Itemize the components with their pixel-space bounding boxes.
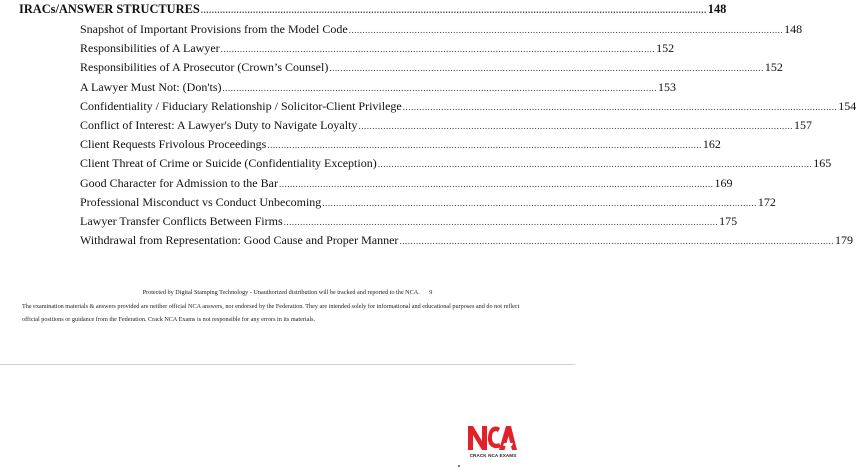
toc-entry-page: 152 — [764, 60, 783, 75]
toc-entry-page: 169 — [714, 175, 733, 190]
toc-leader-dots: ........................................................................................................................................................................................ — [200, 5, 707, 15]
toc-entry-page: 179 — [834, 233, 853, 248]
toc-entry[interactable] — [80, 137, 721, 156]
toc-entry[interactable] — [80, 233, 853, 252]
toc-entry[interactable] — [80, 175, 733, 195]
toc-entry[interactable] — [80, 79, 676, 99]
toc-entry-page: 153 — [657, 79, 676, 94]
toc-entry[interactable] — [80, 156, 832, 175]
toc-entry[interactable] — [80, 41, 675, 60]
toc-entry-title: Client Requests Frivolous Proceedings — [80, 137, 267, 152]
toc-entry-page: 148 — [784, 22, 803, 36]
toc-entry-title: A Lawyer Must Not: (Don'ts) — [80, 79, 222, 94]
toc-entry[interactable] — [80, 22, 803, 41]
logo-caption: CRACK NCA EXAMS — [469, 453, 517, 458]
toc-leader-dots: .............................................................................................................................................................. — [348, 25, 784, 35]
toc-entry-title: Snapshot of Important Provisions from the Model Code — [80, 22, 348, 36]
toc-leader-dots: .............................................................................................................................................................. — [283, 216, 719, 227]
toc-leader-dots: .............................................................................................................................................................. — [278, 178, 714, 189]
toc-leader-dots: .............................................................................................................................................................. — [222, 82, 657, 93]
page-divider — [0, 364, 575, 365]
toc-entry-page: 165 — [813, 156, 832, 171]
table-of-contents — [80, 22, 856, 252]
toc-entry[interactable] — [80, 194, 776, 214]
disclaimer: The examination materials & answers provided are neither official NCA answers, nor endorsed by the Federation. They are intended solely for informational and educational purposes and do not reflect official positions or guidance from the Federation. Crack NCA Exams is not responsible for any errors in its materials. — [22, 303, 520, 323]
crack-nca-logo — [465, 422, 521, 462]
stray-dot — [458, 465, 460, 467]
toc-entry-title: Conflict of Interest: A Lawyer's Duty to Navigate Loyalty — [80, 117, 358, 132]
protection-notice — [0, 289, 575, 298]
toc-entry-title: Lawyer Transfer Conflicts Between Firms — [80, 213, 283, 228]
toc-entry-page: 172 — [757, 194, 776, 209]
toc-entry[interactable] — [80, 213, 738, 233]
toc-leader-dots: .............................................................................................................................................................. — [267, 140, 702, 151]
toc-entry[interactable] — [80, 60, 783, 79]
nca-logo-mark — [466, 422, 518, 452]
toc-entry-title: Client Threat of Crime or Suicide (Confidentiality Exception) — [80, 156, 377, 171]
toc-entry-title: Responsibilities of A Lawyer — [80, 41, 220, 56]
toc-entry[interactable] — [80, 98, 856, 118]
toc-heading-page: 148 — [707, 2, 727, 16]
toc-entry-title: Responsibilities of A Prosecutor (Crown’s Counsel) — [80, 60, 329, 75]
toc-leader-dots: .............................................................................................................................................................. — [399, 236, 834, 247]
toc-leader-dots: .............................................................................................................................................................. — [220, 44, 656, 55]
toc-leader-dots: .............................................................................................................................................................. — [402, 101, 838, 112]
toc-entry[interactable] — [80, 117, 812, 137]
toc-entry-page: 152 — [656, 41, 675, 56]
toc-entry-page: 157 — [793, 117, 812, 132]
toc-entry-title: Professional Misconduct vs Conduct Unbecoming — [80, 194, 322, 209]
protection-notice-text: Protected by Digital Stamping Technology - Unauthorized distribution will be tracked and reported to the NCA. — [142, 289, 420, 296]
toc-entry-page: 175 — [719, 213, 738, 228]
toc-entry-title: Good Character for Admission to the Bar — [80, 175, 278, 190]
toc-entry-page: 162 — [702, 137, 721, 152]
toc-heading-title: IRACs/ANSWER STRUCTURES — [19, 2, 200, 16]
toc-entry-title: Confidentiality / Fiduciary Relationship / Solicitor-Client Privilege — [80, 98, 402, 113]
toc-leader-dots: .............................................................................................................................................................. — [322, 197, 757, 208]
toc-leader-dots: .............................................................................................................................................................. — [358, 120, 793, 131]
toc-heading[interactable] — [19, 2, 727, 17]
toc-entry-title: Withdrawal from Representation: Good Cause and Proper Manner — [80, 233, 399, 248]
toc-leader-dots: .............................................................................................................................................................. — [377, 159, 813, 170]
toc-leader-dots: .............................................................................................................................................................. — [329, 63, 764, 74]
toc-entry-page: 154 — [838, 98, 856, 113]
page-number: 9 — [429, 289, 433, 296]
